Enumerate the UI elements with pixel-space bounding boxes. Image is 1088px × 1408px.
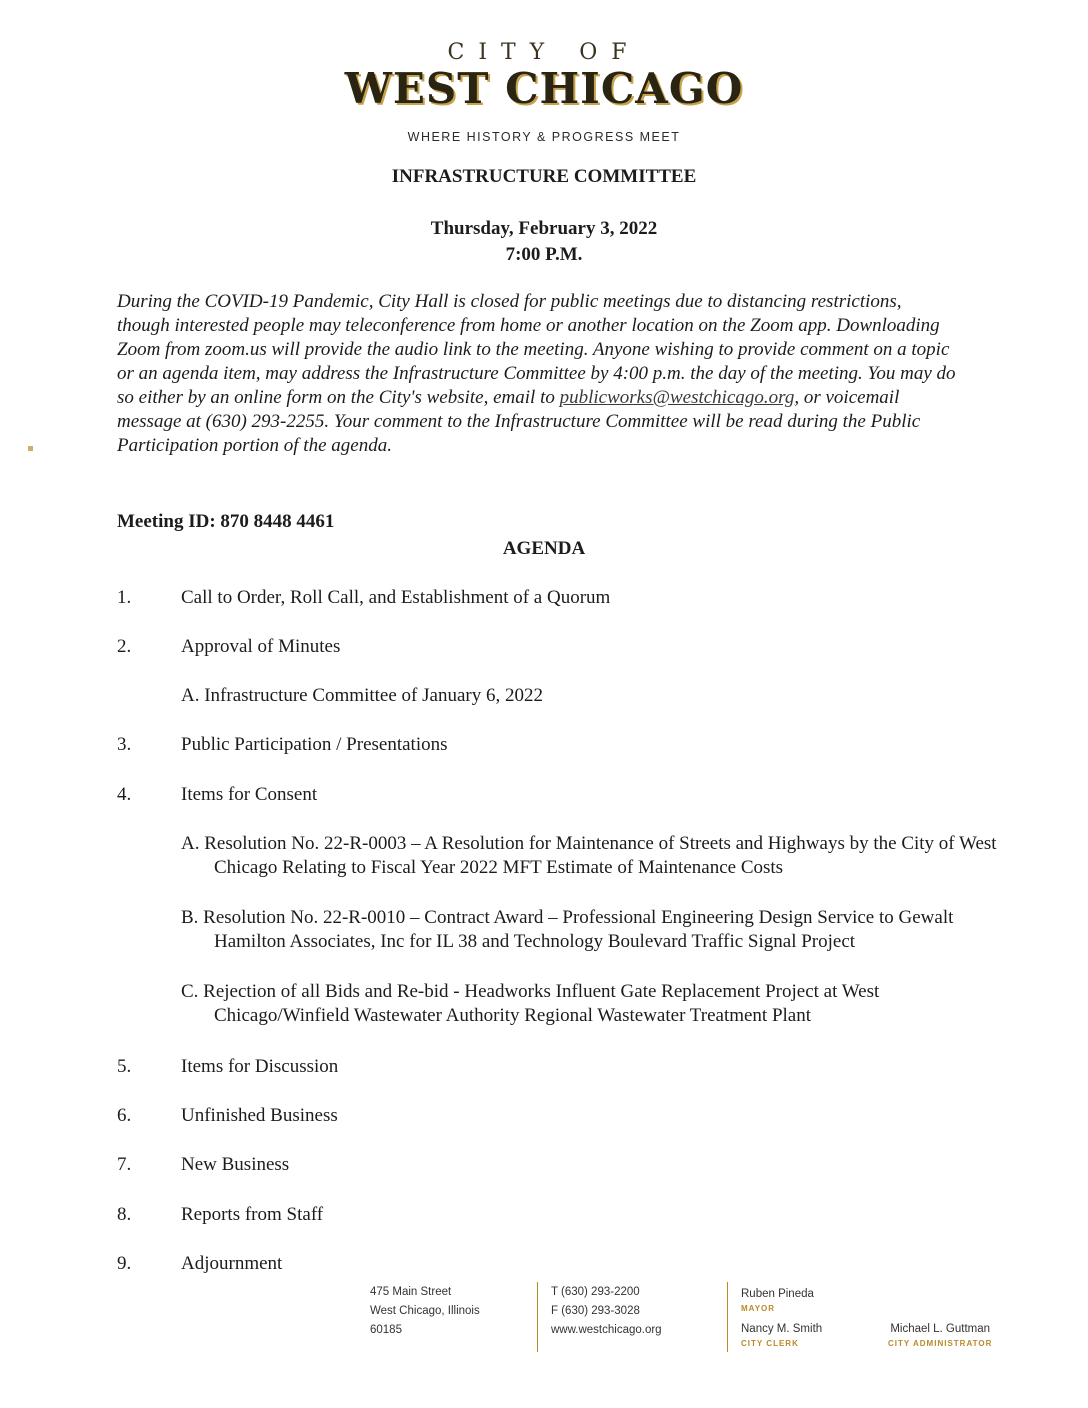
agenda-item-text: Approval of Minutes [181, 636, 341, 657]
email-link[interactable]: publicworks@westchicago.org [559, 387, 795, 408]
meeting-time: 7:00 P.M. [505, 244, 583, 265]
covid-notice [117, 290, 957, 458]
footer-clerk [741, 1320, 822, 1348]
agenda-item-number: 2. [117, 636, 132, 657]
agenda-item-text: Unfinished Business [181, 1105, 338, 1126]
fax-number: F (630) 293-3028 [551, 1305, 640, 1317]
address-zip: 60185 [370, 1324, 402, 1336]
agenda-item-text: Items for Consent [181, 784, 318, 805]
footer-mayor [741, 1285, 814, 1313]
agenda-subitem: A. Resolution No. 22-R-0003 – A Resolution for Maintenance of Streets and Highways by the City of West Chicago Relating to Fiscal Year 2022 MFT Estimate of Maintenance Costs [181, 833, 997, 878]
agenda-item-number: 9. [117, 1253, 132, 1274]
agenda-item-number: 5. [117, 1056, 132, 1077]
footer-divider [727, 1282, 728, 1352]
administrator-name: Michael L. Guttman [890, 1323, 991, 1335]
scan-mark [28, 446, 33, 451]
agenda-item-text: Items for Discussion [181, 1056, 339, 1077]
agenda-subitem: C. Rejection of all Bids and Re-bid - Headworks Influent Gate Replacement Project at West Chicago/Winfield Wastewater Authority Regional Wastewater Treatment Plant [181, 981, 880, 1026]
website-link[interactable]: www.westchicago.org [551, 1324, 662, 1336]
mayor-role: MAYOR [741, 1304, 776, 1313]
notice-text-2: , or voicemail message at (630) 293-2255. Your comment to the Infrastructure Committee will be read during the Public Participation portion of the agenda. [117, 387, 921, 456]
address-street: 475 Main Street [370, 1286, 452, 1298]
clerk-role: CITY CLERK [741, 1339, 799, 1348]
logo-tagline: WHERE HISTORY & PROGRESS MEET [407, 130, 681, 144]
clerk-name: Nancy M. Smith [741, 1323, 823, 1335]
agenda-item-text: New Business [181, 1154, 290, 1175]
notice-text-1: During the COVID-19 Pandemic, City Hall is closed for public meetings due to distancing restrictions, though interested people may teleconference from home or another location on the Zoom app. Downloading Zoom from zoom.us will provide the audio link to the meeting. Anyone wishing to provide comment on a topic or an agenda item, may address the Infrastructure Committee by 4:00 p.m. the day of the meeting. You may do so either by an online form on the City's website, email to [117, 291, 956, 408]
address-city: West Chicago, Illinois [370, 1305, 480, 1317]
agenda-item-text: Adjournment [181, 1253, 283, 1274]
logo-city-name: WEST CHICAGO [344, 64, 744, 113]
agenda-item-text: Call to Order, Roll Call, and Establishment of a Quorum [181, 587, 611, 608]
agenda-item-number: 1. [117, 587, 132, 608]
phone-number: T (630) 293-2200 [551, 1286, 640, 1298]
meeting-date: Thursday, February 3, 2022 [430, 218, 658, 239]
agenda-item-text: Reports from Staff [181, 1204, 324, 1225]
agenda-item-number: 3. [117, 734, 132, 755]
agenda-item-text: Public Participation / Presentations [181, 734, 448, 755]
agenda-item-number: 7. [117, 1154, 132, 1175]
logo-city-of: CITY OF [447, 40, 641, 65]
agenda-subitem: A. Infrastructure Committee of January 6, 2022 [181, 685, 543, 706]
administrator-role: CITY ADMINISTRATOR [888, 1339, 993, 1348]
footer-divider [537, 1282, 538, 1352]
meeting-id: Meeting ID: 870 8448 4461 [117, 511, 335, 532]
footer-administrator [888, 1320, 992, 1348]
agenda-subitem: B. Resolution No. 22-R-0010 – Contract Award – Professional Engineering Design Service to Gewalt Hamilton Associates, Inc for IL 38 and Technology Boulevard Traffic Signal Project [181, 907, 954, 952]
agenda-item-number: 4. [117, 784, 132, 805]
agenda-item-number: 6. [117, 1105, 132, 1126]
footer-address [370, 1283, 480, 1340]
mayor-name: Ruben Pineda [741, 1288, 814, 1300]
footer-contact [551, 1283, 662, 1340]
committee-title: INFRASTRUCTURE COMMITTEE [391, 166, 697, 187]
agenda-item-number: 8. [117, 1204, 132, 1225]
agenda-heading: AGENDA [502, 538, 586, 559]
meeting-datetime [0, 216, 1088, 268]
